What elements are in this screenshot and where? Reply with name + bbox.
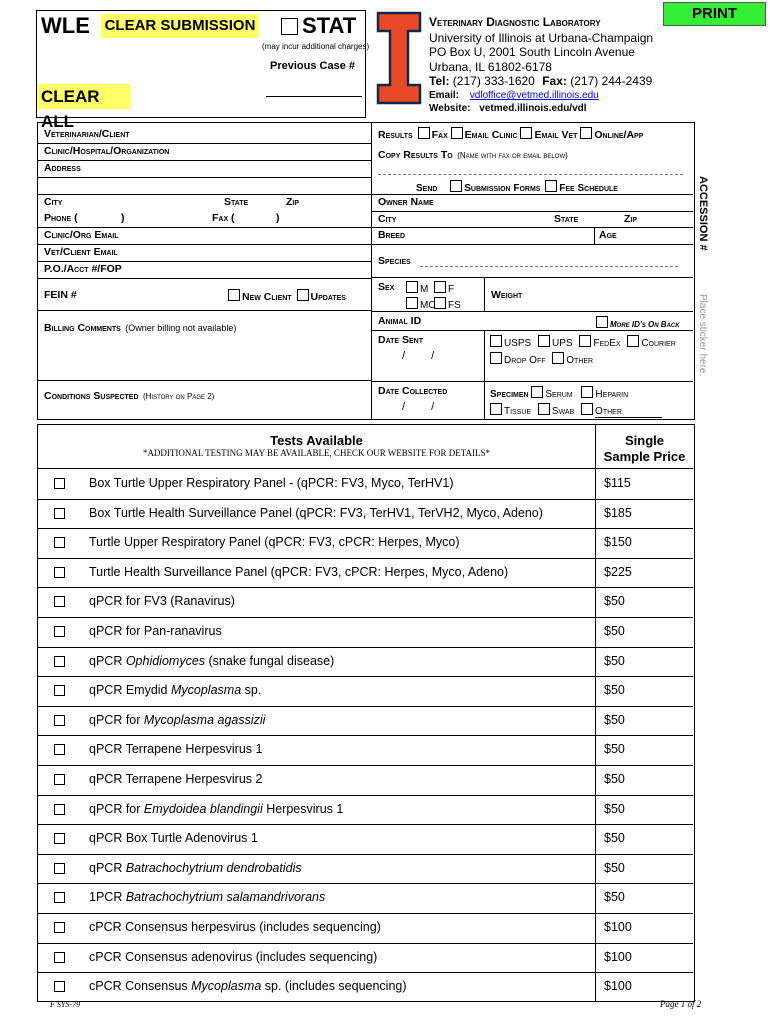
test-name-post: (snake fungal disease) [205, 653, 335, 668]
test-price: $50 [604, 624, 625, 638]
state-label: State [224, 196, 249, 208]
test-price: $50 [604, 653, 625, 668]
test-checkbox[interactable] [54, 537, 65, 548]
test-name-text: Turtle Upper Respiratory Panel (qPCR: FV3, cPCR: Herpes, Myco) [89, 535, 460, 550]
submission-forms-checkbox[interactable] [450, 180, 462, 192]
test-name-text: Box Turtle Health Surveillance Panel (qPCR: FV3, TerHV1, TerVH2, Myco, Adeno) [89, 505, 543, 520]
tests-subtitle: *ADDITIONAL TESTING MAY BE AVAILABLE, CHECK OUR WEBSITE FOR DETAILS* [142, 448, 491, 458]
test-price: $50 [604, 712, 625, 727]
test-row-divider [38, 854, 693, 855]
test-price: $50 [604, 772, 625, 786]
address-label: Address [44, 162, 81, 174]
swab-checkbox[interactable] [538, 403, 550, 415]
website-line [429, 103, 587, 114]
sticker-note: Place sticker here. [697, 294, 708, 377]
usps-checkbox[interactable] [490, 335, 502, 347]
test-name [89, 742, 262, 756]
test-row-divider [38, 647, 693, 648]
date-collected-slash-1: / [402, 401, 406, 413]
test-name [89, 979, 407, 993]
new-client-option[interactable] [228, 289, 346, 303]
results-fax-checkbox[interactable] [418, 127, 430, 139]
test-name-text: qPCR for Pan-ranavirus [89, 624, 222, 638]
test-name-pre: qPCR Emydid [89, 683, 171, 698]
test-row-divider [38, 617, 693, 618]
test-row-divider [38, 676, 693, 677]
test-name [89, 920, 381, 934]
test-row-divider [38, 913, 693, 914]
sex-fs-checkbox[interactable] [434, 297, 446, 309]
tel-line [429, 74, 652, 88]
test-name-text: cPCR Consensus adenovirus (includes sequencing) [89, 949, 378, 964]
test-checkbox[interactable] [54, 892, 65, 903]
test-name-pre: qPCR [89, 860, 126, 875]
test-price: $50 [604, 683, 625, 698]
results-row [378, 127, 643, 141]
test-name-post: Herpesvirus 1 [262, 801, 344, 816]
results-online-text: Online/App [594, 129, 644, 141]
form-id: F SYS-79 [50, 1000, 80, 1009]
test-row-divider [38, 735, 693, 736]
test-price: $50 [604, 742, 625, 757]
right-city-label: City [378, 213, 397, 225]
divider [372, 227, 693, 228]
lab-name: Veterinary Diagnostic Laboratory [429, 15, 601, 29]
test-checkbox[interactable] [54, 833, 65, 844]
copy-results-label: Copy Results To [378, 149, 453, 161]
previous-case-label: Previous Case # [270, 60, 355, 72]
sex-m-checkbox[interactable] [406, 281, 418, 293]
conditions-suspected [44, 386, 214, 404]
test-price: $115 [604, 476, 631, 490]
divider [484, 330, 485, 419]
weight-label: Weight [491, 289, 523, 301]
divider [372, 277, 693, 278]
species-label: Species [378, 255, 411, 267]
university: University of Illinois at Urbana-Champaign [429, 31, 654, 45]
fedex-checkbox[interactable] [579, 335, 591, 347]
test-name [89, 831, 258, 845]
divider [38, 227, 371, 228]
divider [372, 311, 693, 312]
tel-label: Tel: [429, 74, 450, 88]
fax-number: (217) 244-2439 [570, 74, 653, 88]
tel-number: (217) 333-1620 [452, 74, 535, 88]
test-price: $50 [604, 831, 625, 846]
send-row [416, 180, 618, 194]
test-price: $50 [604, 890, 625, 905]
animal-id-label: Animal ID [378, 315, 422, 327]
other-shipping-text: Other [566, 355, 594, 366]
test-name [89, 654, 334, 668]
new-client-checkbox[interactable] [228, 289, 240, 301]
specimen-label: Specimen [490, 389, 529, 400]
test-name [89, 950, 377, 964]
test-price: $100 [604, 979, 632, 994]
form-frame [37, 122, 695, 420]
email-label: Email: [429, 90, 460, 101]
page-number: Page 1 of 2 [660, 999, 702, 1009]
vet-email-label: Vet/Client Email [44, 246, 118, 258]
test-row-divider [38, 499, 693, 500]
test-name-text: cPCR Consensus herpesvirus (includes sequencing) [89, 920, 381, 934]
test-checkbox[interactable] [54, 922, 65, 933]
billing-comments [44, 318, 236, 336]
tissue-checkbox[interactable] [490, 403, 502, 415]
date-sent-slash-2: / [431, 350, 435, 362]
test-name-text: qPCR Terrapene Herpesvirus 1 [89, 742, 263, 757]
test-checkbox[interactable] [54, 656, 65, 667]
divider [38, 468, 693, 469]
test-name-ital: Batrachochytrium salamandrivorans [125, 890, 326, 905]
date-collected-label: Date Collected [378, 385, 448, 397]
right-state-label: State [554, 213, 579, 225]
copy-results-field[interactable] [378, 174, 683, 175]
divider [38, 261, 371, 262]
city-label: City [44, 196, 63, 208]
test-name-text: Turtle Health Surveillance Panel (qPCR: FV3, cPCR: Herpes, Myco, Adeno) [89, 564, 509, 579]
test-checkbox[interactable] [54, 774, 65, 785]
test-checkbox[interactable] [54, 863, 65, 874]
test-name-ital: Emydoidea blandingii [143, 801, 263, 816]
swab-text: Swab [551, 406, 575, 417]
test-name-pre: cPCR Consensus [89, 979, 192, 994]
drop-off-checkbox[interactable] [490, 352, 502, 364]
results-email-clinic-text: Email Clinic [464, 129, 518, 141]
test-row-divider [38, 706, 693, 707]
address-line2: Urbana, IL 61802-6178 [429, 60, 552, 74]
ups-text: UPS [552, 338, 573, 349]
date-collected-slashes [402, 401, 434, 413]
test-price: $50 [604, 801, 625, 816]
test-name-ital: Ophidiomyces [125, 653, 206, 668]
test-checkbox[interactable] [54, 626, 65, 637]
results-email-clinic-checkbox[interactable] [451, 127, 463, 139]
divider [38, 380, 371, 381]
drop-off-text: Drop Off [504, 355, 546, 366]
test-price: $100 [604, 920, 632, 934]
fax-label: Fax ( [212, 212, 235, 224]
usps-text: USPS [504, 338, 532, 349]
phone-close: ) [121, 212, 125, 224]
test-name-post: sp. (includes sequencing) [261, 979, 407, 994]
right-zip-label: Zip [624, 213, 638, 225]
address-line1: PO Box U, 2001 South Lincoln Avenue [429, 45, 635, 59]
test-checkbox[interactable] [54, 567, 65, 578]
sex-label: Sex [378, 281, 395, 293]
price-header [596, 433, 693, 465]
results-fax-text: Fax [431, 129, 448, 141]
updates-text: Updates [310, 291, 346, 303]
test-name-pre: qPCR for [89, 801, 144, 816]
date-sent-label: Date Sent [378, 334, 423, 346]
divider [38, 310, 371, 311]
divider [372, 194, 693, 195]
tissue-text: Tissue [504, 406, 532, 417]
more-ids-text: More ID's On Back [610, 320, 680, 329]
test-checkbox[interactable] [54, 685, 65, 696]
vet-client-label: Veterinarian/Client [44, 128, 130, 140]
updates-checkbox[interactable] [297, 289, 309, 301]
date-sent-slash-1: / [402, 350, 406, 362]
website-label: Website: [429, 103, 471, 114]
more-ids-option[interactable] [596, 316, 680, 329]
tests-title: Tests Available [270, 433, 363, 448]
test-name [89, 861, 302, 875]
test-name [89, 476, 453, 490]
heparin-text: Heparin [595, 389, 629, 400]
test-row-divider [38, 795, 693, 796]
test-row-divider [38, 943, 693, 944]
other-shipping-checkbox[interactable] [552, 352, 564, 364]
test-row-divider [38, 824, 693, 825]
courier-text: Courier [641, 338, 676, 349]
stat-checkbox[interactable] [281, 18, 298, 35]
divider [38, 244, 371, 245]
new-client-text: New Client [242, 291, 292, 303]
test-name-text: qPCR Terrapene Herpesvirus 2 [89, 772, 263, 786]
serum-checkbox[interactable] [531, 386, 543, 398]
test-name-ital: Mycoplasma [191, 979, 262, 994]
test-name-text: qPCR Box Turtle Adenovirus 1 [89, 831, 258, 846]
test-name-text: qPCR for FV3 (Ranavirus) [89, 594, 235, 609]
stat-label: STAT [302, 13, 357, 38]
species-field[interactable] [420, 266, 678, 267]
sex-fs-text: FS [448, 300, 461, 311]
divider [594, 227, 595, 244]
sex-f-text: F [448, 284, 455, 295]
test-row-divider [38, 558, 693, 559]
owner-name-label: Owner Name [378, 196, 434, 208]
test-price: $185 [604, 505, 632, 520]
test-checkbox[interactable] [54, 744, 65, 755]
divider [484, 277, 485, 311]
conditions-label: Conditions Suspected [44, 390, 139, 402]
billing-note: (Owner billing not available) [125, 323, 237, 333]
date-sent-slashes [402, 350, 434, 362]
divider [372, 381, 693, 382]
test-name [89, 713, 265, 727]
test-price: $50 [604, 594, 625, 609]
test-checkbox[interactable] [54, 952, 65, 963]
other-specimen-text: Other [595, 406, 662, 418]
test-name-pre: qPCR for [89, 712, 144, 727]
results-email-vet-checkbox[interactable] [520, 127, 532, 139]
test-price: $225 [604, 564, 632, 579]
test-price: $100 [604, 949, 632, 964]
divider [372, 244, 693, 245]
divider [38, 143, 371, 144]
sex-mc-checkbox[interactable] [406, 297, 418, 309]
ups-checkbox[interactable] [538, 335, 550, 347]
more-ids-checkbox[interactable] [596, 316, 608, 328]
illinois-logo [376, 11, 422, 105]
test-name [89, 594, 235, 608]
send-label: Send [416, 183, 438, 194]
divider [38, 177, 371, 178]
phone-label: Phone ( [44, 212, 78, 224]
test-row-divider [38, 587, 693, 588]
price-header-line2: Sample Price [603, 449, 686, 464]
test-checkbox[interactable] [54, 596, 65, 607]
test-price: $50 [604, 860, 625, 875]
fax-close: ) [276, 212, 280, 224]
test-checkbox[interactable] [54, 715, 65, 726]
divider [595, 424, 596, 1001]
clear-all-button[interactable]: CLEAR ALL [37, 84, 131, 109]
heparin-checkbox[interactable] [581, 386, 593, 398]
zip-label: Zip [286, 196, 300, 208]
test-row-divider [38, 528, 693, 529]
copy-results-note: (Name with fax or email below) [457, 151, 568, 160]
courier-checkbox[interactable] [627, 335, 639, 347]
stat-note: (may incur additional charges) [262, 42, 370, 51]
test-name [89, 506, 543, 520]
fax-label: Fax: [542, 74, 567, 88]
results-label: Results [378, 129, 413, 141]
test-name [89, 772, 262, 786]
test-name [89, 565, 508, 579]
test-row-divider [38, 765, 693, 766]
divider [38, 160, 371, 161]
test-name [89, 624, 222, 638]
form-divider [371, 122, 372, 419]
sex-mc-text: MC [420, 300, 436, 311]
test-row-divider [38, 972, 693, 973]
date-collected-slash-2: / [431, 401, 435, 413]
test-name-ital: Mycoplasma [170, 683, 242, 698]
copy-results-row [378, 145, 568, 163]
results-email-vet-text: Email Vet [534, 129, 578, 141]
website-url[interactable]: vetmed.illinois.edu/vdl [479, 103, 587, 114]
previous-case-field[interactable] [266, 96, 362, 97]
age-label: Age [599, 229, 617, 241]
price-header-line1: Single [624, 433, 664, 448]
email-link[interactable]: vdloffice@vetmed.illinois.edu [469, 90, 599, 101]
test-name-post: sp. [241, 683, 262, 698]
sex-options [406, 281, 461, 313]
billing-comments-label: Billing Comments [44, 322, 121, 334]
specimen-options [490, 386, 662, 420]
sex-m-text: M [420, 284, 429, 295]
wle-label: WLE [41, 13, 90, 38]
test-checkbox[interactable] [54, 804, 65, 815]
email-line [429, 90, 599, 101]
test-name-text: Box Turtle Upper Respiratory Panel - (qPCR: FV3, Myco, TerHV1) [89, 476, 454, 490]
breed-label: Breed [378, 229, 406, 241]
divider [38, 194, 371, 195]
shipping-options [490, 335, 676, 369]
results-online-checkbox[interactable] [580, 127, 592, 139]
test-name-ital: Mycoplasma agassizii [143, 712, 266, 727]
divider [372, 330, 693, 331]
sex-f-checkbox[interactable] [434, 281, 446, 293]
print-button[interactable]: PRINT [663, 2, 766, 26]
test-name [89, 683, 261, 697]
divider [38, 278, 371, 279]
test-checkbox[interactable] [54, 478, 65, 489]
test-name [89, 802, 343, 816]
clear-submission-button[interactable]: CLEAR SUBMISSION [101, 14, 259, 38]
fee-schedule-checkbox[interactable] [545, 180, 557, 192]
test-row-divider [38, 883, 693, 884]
test-name [89, 535, 459, 549]
test-price: $150 [604, 535, 632, 550]
test-name-pre: qPCR [89, 653, 126, 668]
fedex-text: FedEx [593, 338, 621, 349]
serum-text: Serum [545, 389, 573, 400]
fein-label: FEIN # [44, 289, 77, 301]
clinic-email-label: Clinic/Org Email [44, 229, 119, 241]
test-name-ital: Batrachochytrium dendrobatidis [125, 860, 302, 875]
conditions-note: (History on Page 2) [142, 392, 215, 401]
other-specimen-checkbox[interactable] [581, 403, 593, 415]
accession-label: ACCESSION # [697, 176, 709, 251]
test-name-pre: 1PCR [89, 890, 126, 905]
test-checkbox[interactable] [54, 981, 65, 992]
test-checkbox[interactable] [54, 508, 65, 519]
fee-schedule-text: Fee Schedule [559, 183, 618, 194]
po-acct-label: P.O./Acct #/FOP [44, 263, 122, 275]
clinic-label: Clinic/Hospital/Organization [44, 145, 170, 157]
divider [372, 211, 693, 212]
submission-forms-text: Submission Forms [464, 183, 541, 194]
test-name [89, 890, 325, 904]
